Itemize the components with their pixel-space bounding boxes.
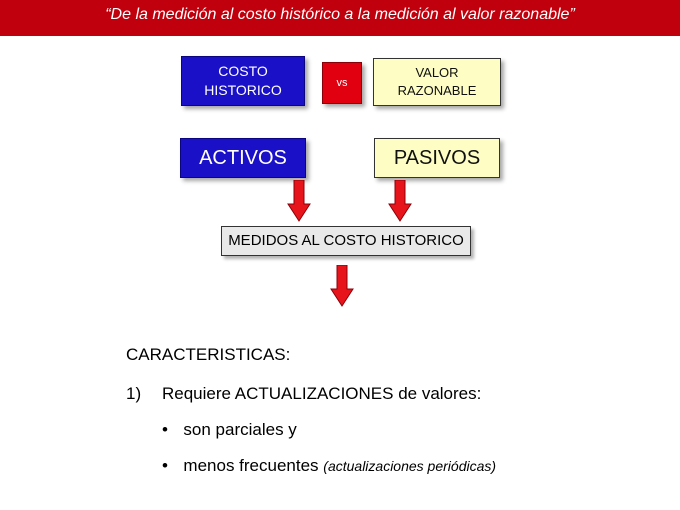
bullet-1-text: son parciales y — [183, 420, 297, 439]
valor-razonable-label: VALOR RAZONABLE — [397, 65, 477, 98]
page-title: “De la medición al costo histórico a la medición al valor razonable” — [105, 6, 575, 23]
pasivos-arrow-icon — [388, 180, 412, 222]
bullet-1 — [162, 420, 297, 440]
costo-historico-label: COSTO HISTORICO — [204, 63, 282, 98]
pasivos-label: PASIVOS — [393, 146, 481, 169]
bullet-2-note: (actualizaciones periódicas) — [323, 458, 497, 474]
medidos-box — [221, 226, 471, 256]
vs-box — [322, 62, 362, 104]
vs-label: vs — [336, 76, 348, 89]
medidos-label: MEDIDOS AL COSTO HISTORICO — [228, 231, 464, 249]
medidos-arrow-icon — [330, 265, 354, 307]
activos-arrow-icon — [287, 180, 311, 222]
title-banner — [0, 0, 680, 36]
activos-label: ACTIVOS — [199, 146, 287, 169]
bullet-2 — [162, 456, 496, 476]
item-text: Requiere ACTUALIZACIONES de valores: — [162, 384, 482, 403]
activos-box — [180, 138, 306, 178]
caracteristicas-heading: CARACTERISTICAS: — [126, 345, 291, 364]
bullet-2-symbol: • — [162, 456, 168, 475]
pasivos-box — [374, 138, 500, 178]
bullet-2-text: menos frecuentes — [183, 456, 324, 475]
bullet-1-symbol: • — [162, 420, 168, 439]
costo-historico-box — [181, 56, 305, 106]
item-number: 1) — [126, 384, 142, 403]
valor-razonable-box — [373, 58, 501, 106]
